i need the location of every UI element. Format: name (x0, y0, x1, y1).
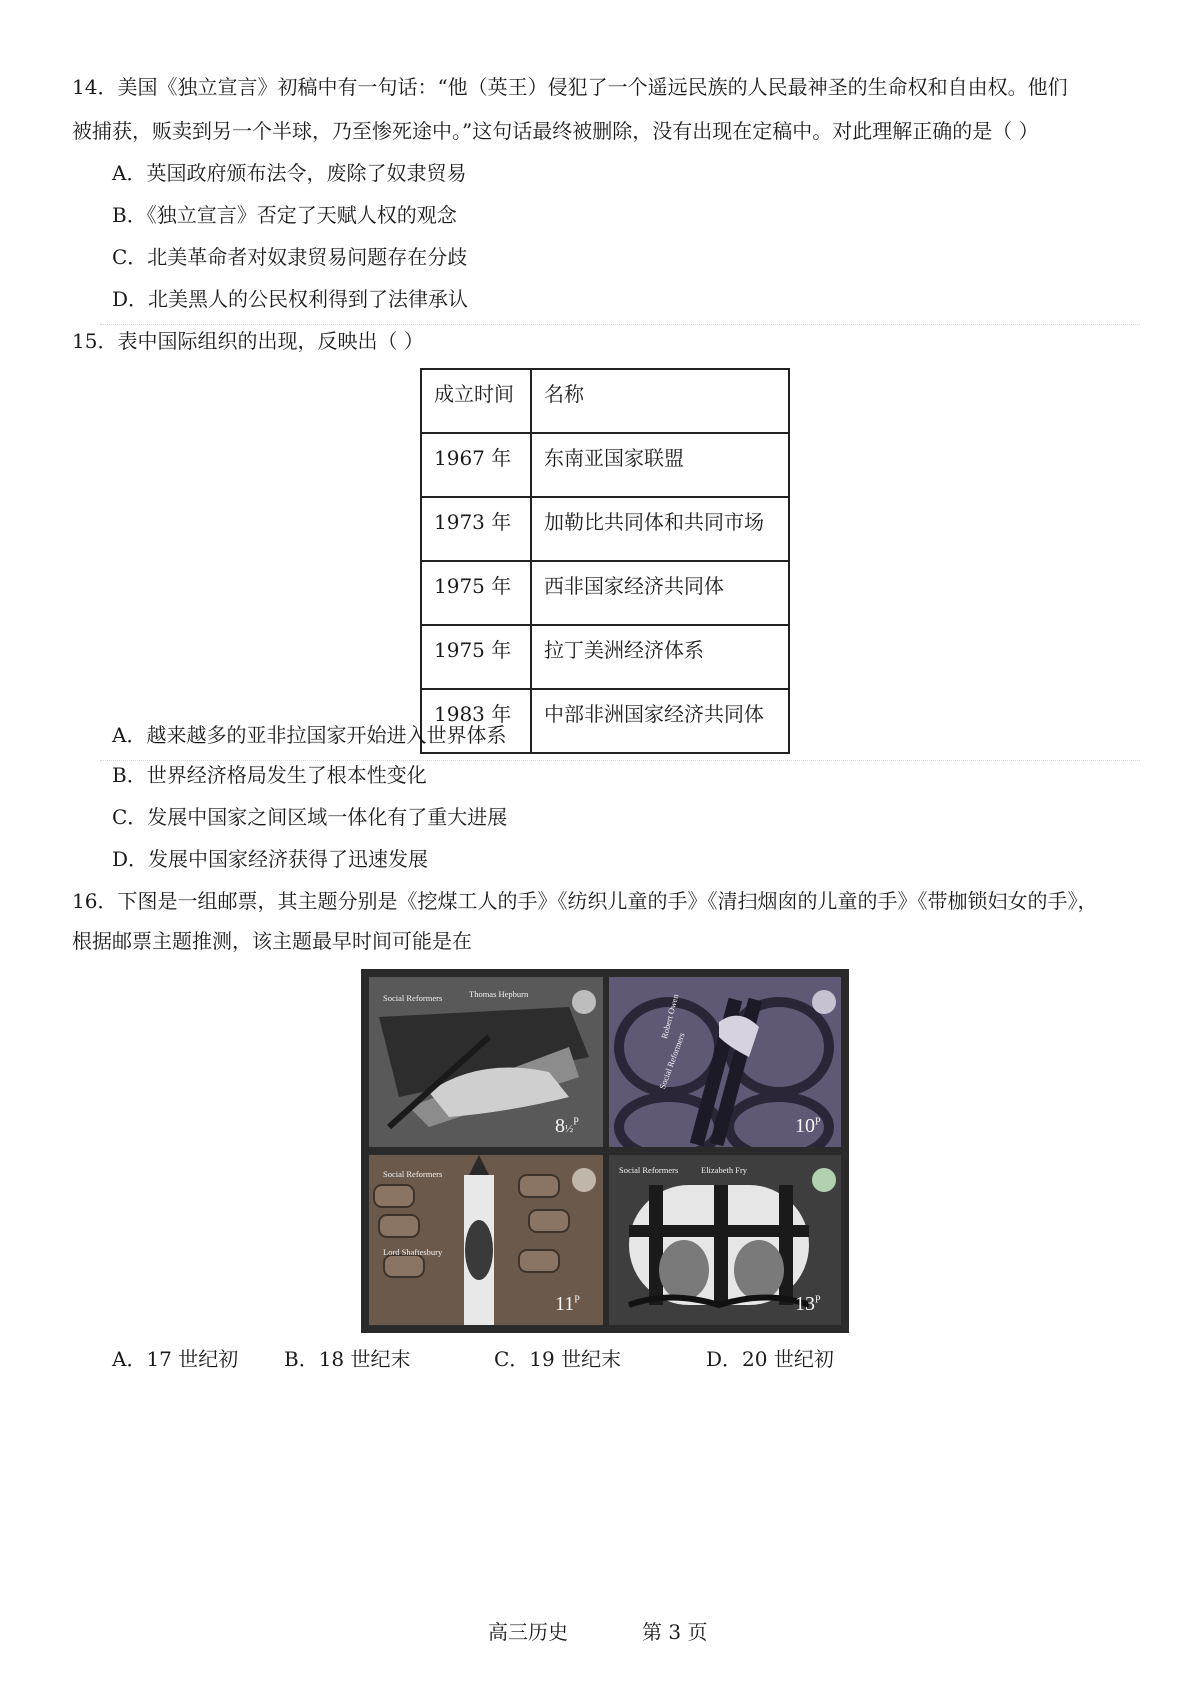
q15-option-c: C．发展中国家之间区域一体化有了重大进展 (112, 805, 508, 829)
q14-option-d: D．北美黑人的公民权利得到了法律承认 (112, 287, 469, 311)
separator-dotted (100, 760, 1140, 761)
q15-option-a: A．越来越多的亚非拉国家开始进入世界体系 (112, 723, 507, 747)
table-cell-name: 中部非洲国家经济共同体 (531, 689, 789, 753)
stamp-person-label: Robert Owen (659, 992, 681, 1040)
q15-stem: 15．表中国际组织的出现，反映出（ ） (72, 329, 424, 353)
footer-page-number: 第 3 页 (642, 1620, 708, 1644)
table-cell-name: 西非国家经济共同体 (531, 561, 789, 625)
stamp-value: $10^P$ (795, 1115, 821, 1137)
separator-dotted (100, 324, 1140, 325)
stamp-value: 8½$^P$ (555, 1115, 579, 1137)
q16-stem-line1: 16．下图是一组邮票，其主题分别是《挖煤工人的手》《纺织儿童的手》《清扫烟囱的儿童的手》《带枷锁妇女的手》， (72, 889, 1098, 913)
stamp-person-label: Lord Shaftesbury (383, 1247, 443, 1257)
q15-option-b: B．世界经济格局发生了根本性变化 (112, 763, 427, 787)
table-row (421, 625, 789, 689)
table-cell-year: 1983 年 (421, 689, 531, 753)
q16-option-a: A．17 世纪初 (112, 1347, 239, 1371)
q16-option-d: D．20 世纪初 (706, 1347, 834, 1371)
stamp-person-label: Thomas Hepburn (469, 989, 529, 999)
table-cell-year: 1973 年 (421, 497, 531, 561)
table-cell-year: 1975 年 (421, 625, 531, 689)
stamp-coal-miner (369, 977, 603, 1147)
stamp-series-label: Social Reformers (657, 1031, 687, 1091)
stamp-series-label: Social Reformers (619, 1165, 679, 1175)
table-row (421, 497, 789, 561)
table-row (421, 561, 789, 625)
organizations-table (420, 368, 790, 754)
stamp-series-label: Social Reformers (383, 1169, 443, 1179)
q14-stem-line2: 被捕获，贩卖到另一个半球，乃至惨死途中。”这句话最终被删除，没有出现在定稿中。对此理解正确的是（ ） (72, 119, 1039, 143)
q16-option-c: C．19 世纪末 (494, 1347, 622, 1371)
stamp-series-label: Social Reformers (383, 993, 443, 1003)
table-cell-year: 1967 年 (421, 433, 531, 497)
q14-option-a: A．英国政府颁布法令，废除了奴隶贸易 (112, 161, 467, 185)
stamp-chimney-sweep (369, 1155, 603, 1325)
q14-stem-line1: 14．美国《独立宣言》初稿中有一句话：“他（英王）侵犯了一个遥远民族的人民最神圣的生命权和自由权。他们 (72, 75, 1068, 99)
q14-option-b: B．《独立宣言》否定了天赋人权的观念 (112, 203, 457, 227)
table-row (421, 433, 789, 497)
stamp-value: $13^P$ (795, 1293, 821, 1315)
stamp-value: $11^P$ (555, 1293, 580, 1315)
stamp-person-label: Elizabeth Fry (701, 1165, 748, 1175)
footer-subject: 高三历史 (488, 1620, 568, 1644)
stamp-chained-women (609, 1155, 841, 1325)
table-cell-name: 加勒比共同体和共同市场 (531, 497, 789, 561)
table-header-name: 名称 (531, 369, 789, 433)
table-cell-name: 拉丁美洲经济体系 (531, 625, 789, 689)
q14-option-c: C．北美革命者对奴隶贸易问题存在分歧 (112, 245, 468, 269)
table-cell-name: 东南亚国家联盟 (531, 433, 789, 497)
table-header-time: 成立时间 (421, 369, 531, 433)
table-cell-year: 1975 年 (421, 561, 531, 625)
stamp-textile-child (609, 977, 841, 1147)
q16-option-b: B．18 世纪末 (284, 1347, 411, 1371)
table-header-row (421, 369, 789, 433)
q15-option-d: D．发展中国家经济获得了迅速发展 (112, 847, 429, 871)
q16-stem-line2: 根据邮票主题推测，该主题最早时间可能是在 (72, 929, 472, 953)
stamps-image (361, 969, 849, 1333)
